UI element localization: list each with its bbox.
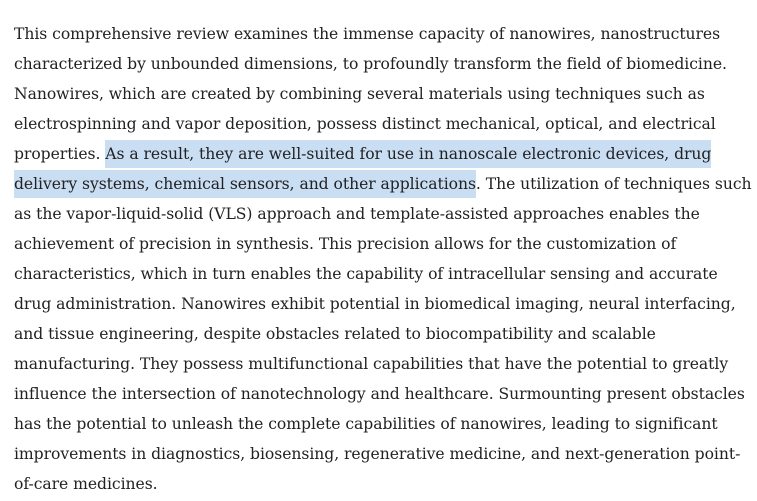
paragraph-line — [14, 199, 754, 229]
selected-text-highlight[interactable]: delivery systems, chemical sensors, and other applications — [14, 170, 476, 198]
line-text: manufacturing. They possess multifunctional capabilities that have the potential to greatly — [14, 355, 729, 373]
line-text: drug administration. Nanowires exhibit potential in biomedical imaging, neural interfacing, — [14, 295, 736, 313]
line-text: and tissue engineering, despite obstacles related to biocompatibility and scalable — [14, 325, 656, 343]
paragraph-line — [14, 349, 754, 379]
line-text: Nanowires, which are created by combining several materials using techniques such as — [14, 85, 705, 103]
line-text: . The utilization of techniques such — [475, 175, 752, 193]
selected-text-highlight[interactable]: As a result, they are well-suited for use in nanoscale electronic devices, drug — [105, 140, 711, 168]
line-text: influence the intersection of nanotechnology and healthcare. Surmounting present obstacles — [14, 385, 745, 403]
line-text: electrospinning and vapor deposition, possess distinct mechanical, optical, and electrical — [14, 115, 716, 133]
paragraph-line — [14, 169, 754, 199]
paragraph-line — [14, 469, 754, 499]
paragraph-line — [14, 379, 754, 409]
line-text: improvements in diagnostics, biosensing, regenerative medicine, and next-generation point- — [14, 445, 741, 463]
paragraph-line — [14, 319, 754, 349]
paragraph-line — [14, 49, 754, 79]
line-text: has the potential to unleash the complete capabilities of nanowires, leading to significant — [14, 415, 718, 433]
paragraph-line — [14, 79, 754, 109]
line-text: characteristics, which in turn enables the capability of intracellular sensing and accurate — [14, 265, 718, 283]
abstract-paragraph — [14, 19, 754, 499]
paragraph-line — [14, 409, 754, 439]
line-text: as the vapor-liquid-solid (VLS) approach and template-assisted approaches enables the — [14, 205, 700, 223]
line-text: This comprehensive review examines the immense capacity of nanowires, nanostructures — [14, 25, 721, 43]
paragraph-line — [14, 289, 754, 319]
paragraph-line — [14, 439, 754, 469]
paragraph-line — [14, 259, 754, 289]
paragraph-line — [14, 109, 754, 139]
line-text: achievement of precision in synthesis. This precision allows for the customization of — [14, 235, 677, 253]
paragraph-line — [14, 229, 754, 259]
line-text: properties. — [14, 145, 106, 163]
line-text: characterized by unbounded dimensions, to profoundly transform the field of biomedicine. — [14, 55, 727, 73]
paragraph-line — [14, 139, 754, 169]
line-text: of-care medicines. — [14, 475, 158, 493]
paragraph-line — [14, 19, 754, 49]
